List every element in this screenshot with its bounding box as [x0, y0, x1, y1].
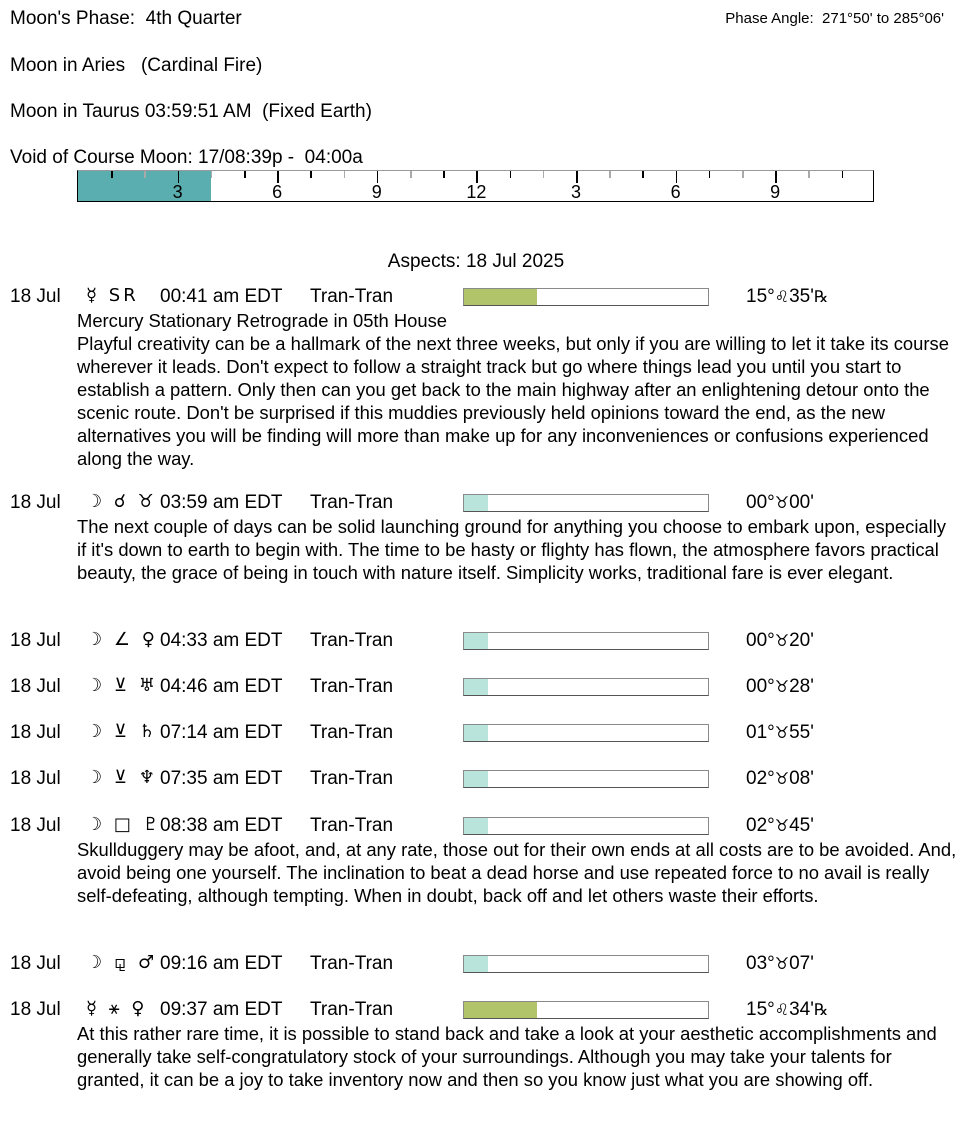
aspect-strength-bar	[463, 632, 709, 650]
timeline-label: 12	[466, 182, 487, 202]
aspect-type: Tran-Tran	[310, 999, 394, 1020]
timeline-tick	[543, 171, 545, 178]
aspect-glyphs-icon: ☽ ∠ ♀	[86, 629, 158, 650]
aspect-glyphs-icon: ☿ ⚹ ♀	[86, 998, 148, 1019]
aspect-strength-bar	[463, 817, 709, 835]
aspect-date: 18 Jul	[10, 815, 61, 836]
position-minutes: 55'	[789, 722, 814, 743]
moon-sign-aries: Moon in Aries (Cardinal Fire)	[10, 55, 263, 76]
timeline-label: 6	[670, 182, 681, 202]
aspect-type: Tran-Tran	[310, 722, 394, 743]
timeline-tick	[443, 171, 445, 178]
aspect-date: 18 Jul	[10, 676, 61, 697]
aspect-strength-bar	[463, 955, 709, 973]
timeline-tick	[344, 171, 346, 178]
position-degrees: 00°	[746, 630, 775, 651]
aspect-type: Tran-Tran	[310, 676, 394, 697]
aspect-type: Tran-Tran	[310, 953, 394, 974]
aspect-glyphs-icon: ☽ ⊻ ♆	[86, 767, 158, 788]
aspect-glyphs-icon: ☽ ⊻ ♅	[86, 675, 158, 696]
timeline-label: 9	[371, 182, 382, 202]
aspect-glyphs-icon: ☽ ⚼ ♂	[86, 952, 158, 973]
aspect-date: 18 Jul	[10, 492, 61, 513]
timeline-tick	[709, 171, 711, 178]
timeline-tick	[211, 171, 213, 178]
timeline-tick	[609, 171, 611, 178]
void-of-course: Void of Course Moon: 17/08:39p - 04:00a	[10, 147, 363, 168]
aspect-date: 18 Jul	[10, 286, 61, 307]
timeline-label: 3	[172, 182, 183, 202]
timeline-tick	[842, 171, 844, 178]
aspect-date: 18 Jul	[10, 722, 61, 743]
timeline-tick	[410, 171, 412, 178]
phase-angle: Phase Angle: 271°50' to 285°06'	[725, 10, 944, 27]
aspect-strength-bar	[463, 288, 709, 306]
position-degrees: 02°	[746, 768, 775, 789]
aspect-time: 07:35 am EDT	[160, 768, 283, 789]
aspect-strength-fill	[464, 818, 488, 834]
position-minutes: 20'	[789, 630, 814, 651]
aspect-strength-fill	[464, 771, 488, 787]
position-degrees: 00°	[746, 492, 775, 513]
aspect-type: Tran-Tran	[310, 492, 394, 513]
aspect-time: 04:46 am EDT	[160, 676, 283, 697]
position-minutes: 28'	[789, 676, 814, 697]
position-degrees: 01°	[746, 722, 775, 743]
aspect-strength-fill	[464, 633, 488, 649]
aspect-strength-fill	[464, 289, 537, 305]
timeline-tick	[244, 171, 246, 178]
aspect-time: 00:41 am EDT	[160, 286, 283, 307]
retrograde-icon: ℞	[813, 287, 829, 306]
aspect-glyphs-icon: ☽ ☌ ♉	[86, 491, 157, 512]
position-degrees: 02°	[746, 815, 775, 836]
aspect-position	[746, 999, 828, 1021]
position-minutes: 35'	[789, 286, 814, 307]
zodiac-sign-icon: ♉	[774, 631, 790, 650]
aspect-type: Tran-Tran	[310, 286, 394, 307]
aspect-strength-fill	[464, 1002, 537, 1018]
zodiac-sign-icon: ♉	[774, 816, 790, 835]
aspect-time: 09:37 am EDT	[160, 999, 283, 1020]
aspect-position	[746, 630, 814, 652]
aspect-strength-fill	[464, 956, 488, 972]
zodiac-sign-icon: ♉	[774, 493, 790, 512]
aspect-time: 08:38 am EDT	[160, 815, 283, 836]
aspect-date: 18 Jul	[10, 630, 61, 651]
aspect-glyphs-icon: ☿ SR	[86, 285, 139, 306]
timeline-tick	[310, 171, 312, 178]
aspect-time: 09:16 am EDT	[160, 953, 283, 974]
void-of-course-timeline	[77, 170, 874, 202]
zodiac-sign-icon: ♉	[774, 954, 790, 973]
aspect-position	[746, 286, 828, 308]
timeline-tick	[111, 171, 113, 178]
aspect-glyphs-icon: ☽ □ ♇	[86, 814, 162, 835]
aspect-glyphs-icon: ☽ ⊻ ♄	[86, 721, 158, 742]
zodiac-sign-icon: ♉	[774, 723, 790, 742]
aspect-description: The next couple of days can be solid launching ground for anything you choose to embark upon, especially if it's down to earth to begin with. The time to be hasty or flighty has flown, the atmosphere favors practical beauty, the grace of being in touch with nature itself. Simplicity works, traditional fare is ever elegant.	[77, 516, 947, 583]
aspect-type: Tran-Tran	[310, 815, 394, 836]
aspect-strength-bar	[463, 770, 709, 788]
position-degrees: 15°	[746, 286, 775, 307]
aspect-description: At this rather rare time, it is possible to stand back and take a look at your aesthetic accomplishments and generally take self-congratulatory stock of your surroundings. Although you may take your talents for granted, it can be a joy to take inventory now and then so you know just what you are showing off.	[77, 1023, 937, 1090]
aspect-strength-bar	[463, 494, 709, 512]
position-minutes: 45'	[789, 815, 814, 836]
position-minutes: 00'	[789, 492, 814, 513]
timeline-label: 6	[272, 182, 283, 202]
position-minutes: 08'	[789, 768, 814, 789]
aspect-position	[746, 676, 814, 698]
timeline-tick	[510, 171, 512, 178]
aspect-type: Tran-Tran	[310, 768, 394, 789]
timeline-tick	[642, 171, 644, 178]
zodiac-sign-icon: ♌	[774, 1000, 790, 1019]
zodiac-sign-icon: ♌	[774, 287, 790, 306]
zodiac-sign-icon: ♉	[774, 769, 790, 788]
aspect-date: 18 Jul	[10, 953, 61, 974]
aspect-date: 18 Jul	[10, 999, 61, 1020]
timeline-tick	[808, 171, 810, 178]
retrograde-icon: ℞	[813, 1000, 829, 1019]
aspect-date: 18 Jul	[10, 768, 61, 789]
position-minutes: 34'	[789, 999, 814, 1020]
moon-phase: Moon's Phase: 4th Quarter	[10, 8, 242, 29]
aspect-time: 03:59 am EDT	[160, 492, 283, 513]
aspect-strength-fill	[464, 495, 488, 511]
position-degrees: 00°	[746, 676, 775, 697]
aspect-position	[746, 953, 814, 975]
aspect-description: Skullduggery may be afoot, and, at any rate, those out for their own ends at all costs are to be avoided. And, avoid being one yourself. The inclination to beat a dead horse and use repeated force to no avail is really self-defeating, although tempting. When in doubt, back off and let others waste their efforts.	[77, 839, 957, 906]
zodiac-sign-icon: ♉	[774, 677, 790, 696]
timeline-label: 9	[770, 182, 781, 202]
aspect-position	[746, 722, 814, 744]
aspect-time: 04:33 am EDT	[160, 630, 283, 651]
aspect-position	[746, 768, 814, 790]
position-degrees: 03°	[746, 953, 775, 974]
aspect-strength-fill	[464, 725, 488, 741]
moon-sign-taurus: Moon in Taurus 03:59:51 AM (Fixed Earth)	[10, 101, 372, 122]
aspect-description: Playful creativity can be a hallmark of the next three weeks, but only if you are willing to let it take its course wherever it leads. Don't expect to follow a straight track but go where things lead you until you start to establish a pattern. Only then can you get back to the main highway after an enlightening detour onto the scenic route. Don't be surprised if this muddies previously held opinions toward the end, as the new alternatives you will be finding will more than make up for any inconveniences or confusions experienced along the way.	[77, 333, 949, 469]
aspect-strength-fill	[464, 679, 488, 695]
aspect-strength-bar	[463, 724, 709, 742]
aspects-title: Aspects: 18 Jul 2025	[387, 251, 565, 272]
aspect-title: Mercury Stationary Retrograde in 05th House	[77, 310, 448, 331]
timeline-label: 3	[570, 182, 582, 202]
aspect-position	[746, 815, 814, 837]
position-minutes: 07'	[789, 953, 814, 974]
position-degrees: 15°	[746, 999, 775, 1020]
timeline-tick	[742, 171, 744, 178]
aspect-strength-bar	[463, 678, 709, 696]
aspect-type: Tran-Tran	[310, 630, 394, 651]
aspect-strength-bar	[463, 1001, 709, 1019]
aspect-position	[746, 492, 814, 514]
aspect-time: 07:14 am EDT	[160, 722, 283, 743]
timeline-tick	[144, 171, 146, 178]
